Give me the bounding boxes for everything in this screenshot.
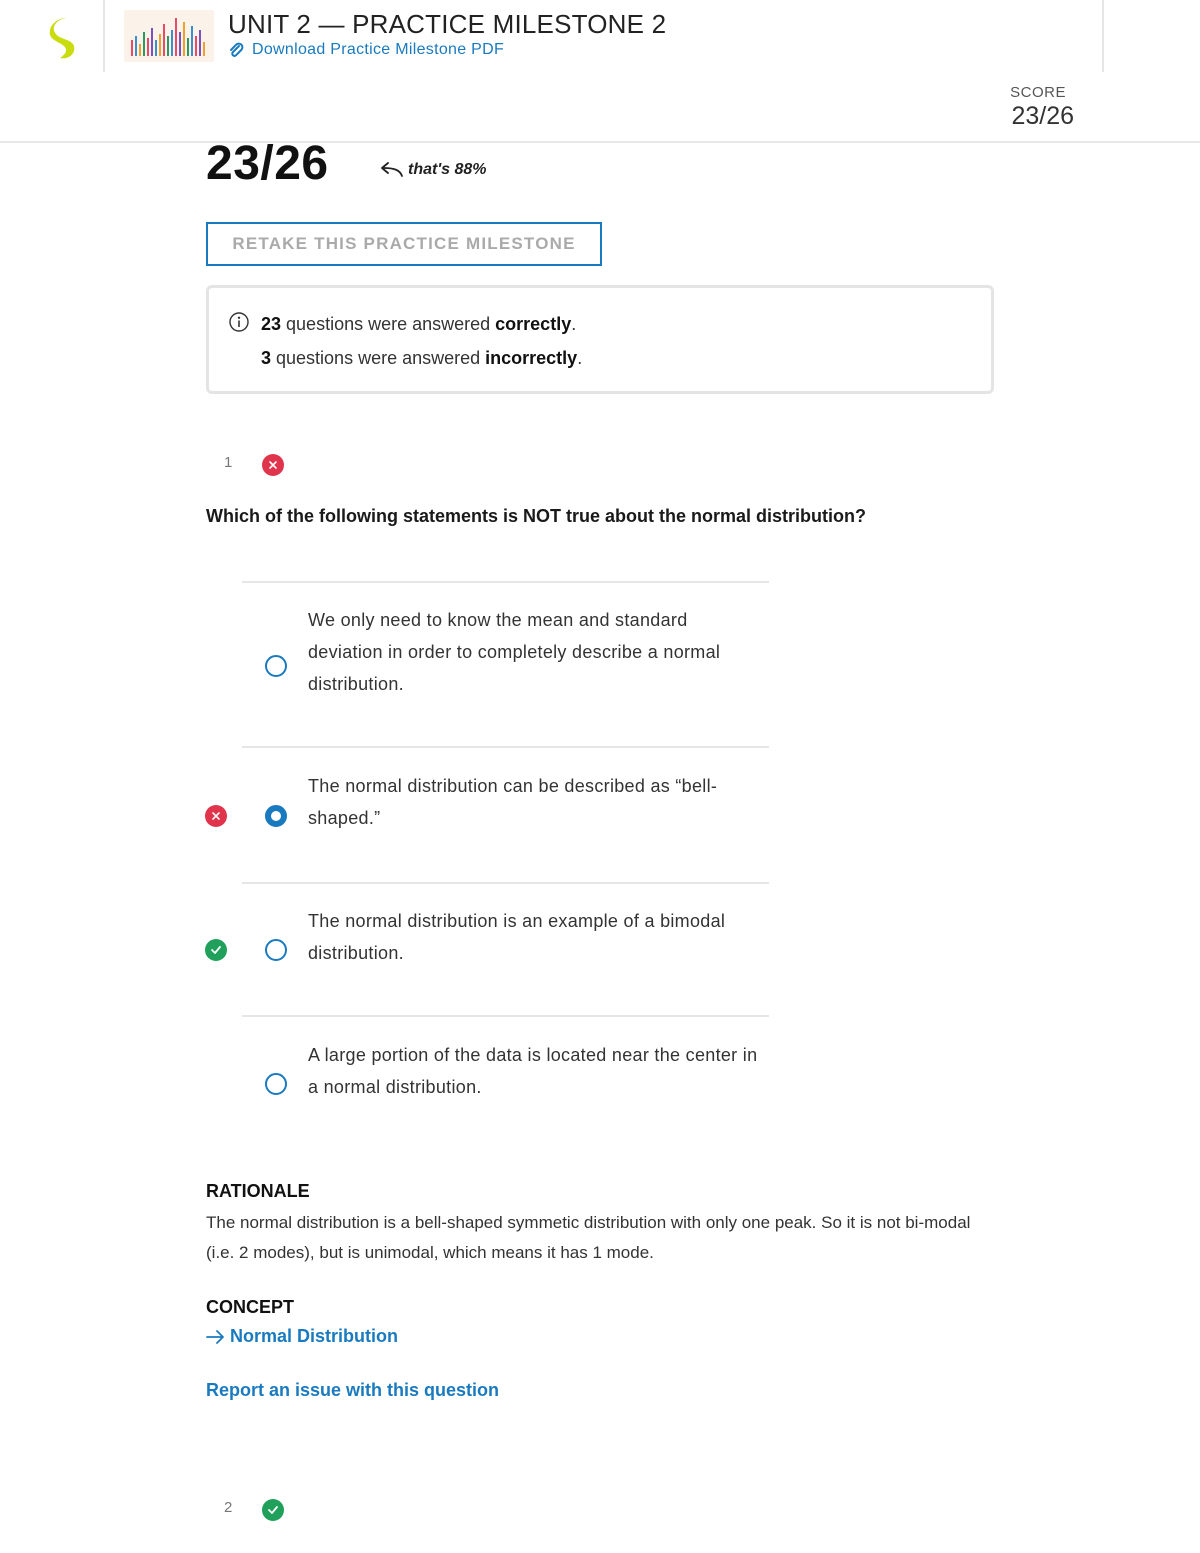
option-radio[interactable] bbox=[265, 1073, 287, 1095]
curved-arrow-icon bbox=[378, 160, 404, 180]
score-value: 23/26 bbox=[1011, 102, 1074, 130]
concept-heading: CONCEPT bbox=[206, 1297, 295, 1317]
period: . bbox=[577, 348, 583, 368]
correct-summary-text: questions were answered bbox=[281, 314, 496, 334]
download-pdf-link[interactable] bbox=[228, 41, 504, 59]
header-divider bbox=[103, 0, 105, 72]
paperclip-icon bbox=[228, 42, 244, 58]
page-title: UNIT 2 — PRACTICE MILESTONE 2 bbox=[228, 9, 667, 39]
correct-status-icon bbox=[262, 1499, 284, 1521]
download-pdf-label: Download Practice Milestone PDF bbox=[252, 41, 505, 58]
incorrect-mark-icon bbox=[205, 805, 227, 827]
option-divider bbox=[242, 581, 769, 583]
option-radio[interactable] bbox=[265, 655, 287, 677]
option-divider bbox=[242, 1015, 769, 1017]
incorrect-count: 3 bbox=[261, 348, 272, 368]
header-divider bbox=[1102, 0, 1104, 72]
arrow-right-icon bbox=[206, 1329, 226, 1345]
correct-mark-icon bbox=[205, 939, 227, 961]
info-icon bbox=[229, 312, 249, 332]
question-text: Which of the following statements is NOT true about the normal distribution? bbox=[206, 506, 866, 526]
retake-button[interactable]: RETAKE THIS PRACTICE MILESTONE bbox=[206, 222, 602, 266]
correct-count: 23 bbox=[261, 314, 282, 334]
sophia-logo-icon[interactable] bbox=[44, 14, 84, 62]
incorrect-summary-text: questions were answered bbox=[271, 348, 486, 368]
big-score: 23/26 bbox=[206, 137, 329, 190]
incorrect-word: incorrectly bbox=[485, 348, 578, 368]
option-text[interactable]: A large portion of the data is located near the center in a normal distribution. bbox=[308, 1045, 758, 1097]
concept-link[interactable] bbox=[206, 1326, 398, 1347]
score-percent-text: that's 88% bbox=[408, 161, 487, 178]
results-summary-box bbox=[206, 285, 994, 394]
score-label: SCORE bbox=[1010, 84, 1066, 101]
option-text[interactable]: We only need to know the mean and standard deviation in order to completely describe a normal distribution. bbox=[308, 610, 721, 694]
option-divider bbox=[242, 746, 769, 748]
incorrect-status-icon bbox=[262, 454, 284, 476]
option-divider bbox=[242, 882, 769, 884]
concept-link-label: Normal Distribution bbox=[230, 1326, 399, 1346]
correct-word: correctly bbox=[495, 314, 572, 334]
score-percent-annotation bbox=[378, 160, 487, 180]
rationale-heading: RATIONALE bbox=[206, 1181, 310, 1201]
option-radio-selected[interactable] bbox=[265, 805, 287, 827]
option-text[interactable]: The normal distribution can be described as “bell-shaped.” bbox=[308, 776, 718, 828]
course-thumbnail-icon bbox=[124, 10, 214, 62]
report-issue-link[interactable]: Report an issue with this question bbox=[206, 1380, 500, 1400]
option-radio[interactable] bbox=[265, 939, 287, 961]
question-number: 2 bbox=[224, 1499, 233, 1516]
correct-summary bbox=[261, 314, 576, 335]
header-bottom-border bbox=[0, 141, 1200, 143]
option-text[interactable]: The normal distribution is an example of a bimodal distribution. bbox=[308, 911, 726, 963]
question-number: 1 bbox=[224, 454, 233, 471]
incorrect-summary bbox=[261, 348, 582, 369]
period: . bbox=[571, 314, 577, 334]
rationale-text: The normal distribution is a bell-shaped symmetic distribution with only one peak. So it is not bi-modal (i.e. 2 modes), but is unimodal, which means it has 1 mode. bbox=[206, 1213, 971, 1262]
